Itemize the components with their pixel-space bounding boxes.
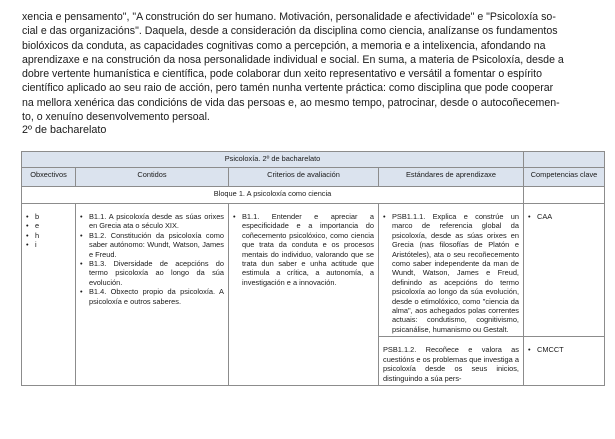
table-title: Psicoloxía. 2º de bacharelato — [22, 152, 524, 168]
competencies-cell — [524, 337, 605, 386]
header-competencies: Competencias clave — [524, 168, 605, 187]
content-item: • B1.1. A psicoloxía desde as súas orixes en Grecia ata o século XIX. — [80, 212, 224, 231]
criterion-item: • B1.1. Entender e apreciar a especificidade e a importancia do coñecemento psicolóxico, como ciencia que trata da conduta e os procesos mentais do individuo, valorando que se trata dun saber e unha actitude que estimula a crítica, a autonomía, a investigación e a innovación. — [233, 212, 374, 287]
competency-item: • CAA — [528, 212, 600, 221]
intro-paragraph — [22, 10, 600, 124]
standard-item: PSB1.1.2. Recoñece e valora as cuestións e os problemas que investiga a psicoloxía desde os seus inicios, distinguindo a súa pers- — [383, 345, 519, 383]
header-criteria: Criterios de avaliación — [229, 168, 379, 187]
content-item: • B1.2. Constitución da psicoloxía como saber autónomo: Wundt, Watson, James e Freud. — [80, 231, 224, 259]
content-item: • B1.4. Obxecto propio da psicoloxía. A psicoloxía e outros saberes. — [80, 287, 224, 306]
objective-item: • h — [26, 231, 71, 240]
intro-line: to, o xenuíno desenvolvemento persoal. — [22, 111, 210, 124]
intro-line: xencia e pensamento", "A construción do ser humano. Motivación, personalidade e afectividade" e "Psicoloxía so- — [22, 11, 556, 23]
intro-line: cial e das organizacións". Daquela, desde a consideración da disciplina como ciencia, analízanse os fundamentos — [22, 25, 558, 38]
objective-item: • i — [26, 240, 71, 249]
table-title-blank — [524, 152, 605, 168]
content-item: • B1.3. Diversidade de acepcións do termo psicoloxía ao longo da súa evolución. — [80, 259, 224, 287]
intro-line: biolóxicos da conduta, as capacidades cognitivas como a percepción, a memoria e a intelixencia, afondando na — [22, 39, 546, 52]
table-row — [22, 204, 605, 337]
block-title-blank — [524, 187, 605, 204]
curriculum-table — [21, 151, 605, 386]
standards-cell — [379, 204, 524, 337]
intro-line: científico aplicado ao seu raio de acción, pero tamén nunha vertente práctica: como disciplina que pode cooperar — [22, 82, 554, 95]
section-heading: 2º de bacharelato — [22, 124, 107, 136]
intro-line: dobre vertente humanística e científica, pode colaborar dun xeito representativo e versátil a fomentar o espírito — [22, 68, 542, 81]
contents-cell — [76, 204, 229, 386]
header-objectives: Obxectivos — [22, 168, 76, 187]
objectives-cell — [22, 204, 76, 386]
header-contents: Contidos — [76, 168, 229, 187]
standard-item: • PSB1.1.1. Explica e constrúe un marco de referencia global da psicoloxía, desde as súas orixes en Grecia (nas filosofías de Platón e Aristóteles), ata o seu recoñecemento como saber independente da man de Wundt, Watson, James e Freud, definindo as acepcións do termo psicoloxía ao longo da súa evolución, desde o etimolóxico, como "ciencia da alma", aos achegados polas correntes actuais: condutismo, cognitivismo, psicanálise, humanismo ou Gestalt. — [383, 212, 519, 334]
objective-item: • e — [26, 221, 71, 230]
block-title: Bloque 1. A psicoloxía como ciencia — [22, 187, 524, 204]
header-standards: Estándares de aprendizaxe — [379, 168, 524, 187]
criteria-cell — [229, 204, 379, 386]
intro-line: aprendizaxe e na construción da nosa personalidade individual e social. En suma, a materia de Psicoloxía, desde a — [22, 53, 564, 66]
competency-item: • CMCCT — [528, 345, 600, 354]
competencies-cell — [524, 204, 605, 337]
standards-cell — [379, 337, 524, 386]
intro-line: na mellora xenérica das condicións de vida das persoas e, ao mesmo tempo, patrocinar, desde o autocoñecemen- — [22, 96, 560, 109]
objective-item: • b — [26, 212, 71, 221]
